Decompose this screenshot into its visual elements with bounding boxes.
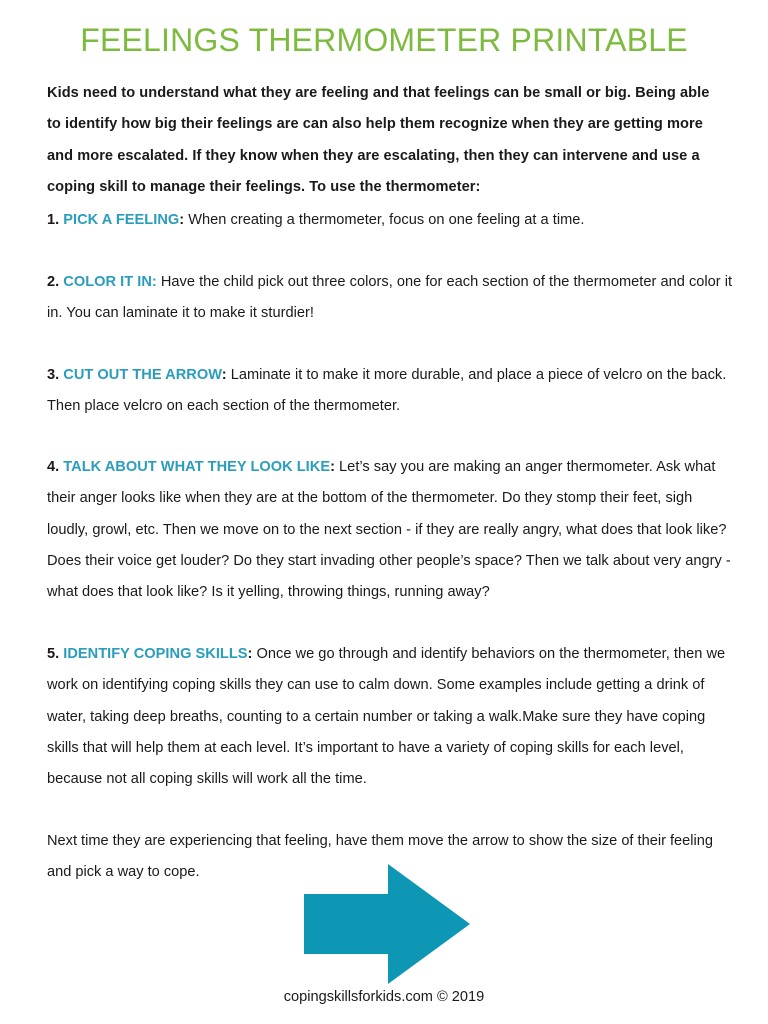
step-heading: IDENTIFY COPING SKILLS: [63, 646, 248, 662]
step-text: Let’s say you are making an anger thermometer. Ask what their anger looks like when they are at the bottom of the thermometer. Do they stomp their feet, sigh loudly, growl, etc. Then we move on to the next section - if they are really angry, what does that look like? Does their voice get louder? Do they start invading other people’s space? Then we talk about very angry - what does that look like? Is it yelling, throwing things, running away?: [47, 459, 731, 601]
step-3: [47, 360, 737, 423]
step-colon: :: [330, 459, 335, 475]
step-colon: :: [221, 367, 227, 383]
step-text: Once we go through and identify behaviors on the thermometer, then we work on identifying coping skills they can use to calm down. Some examples include getting a drink of water, taking deep breaths, counting to a certain number or taking a walk.Make sure they have coping skills that will help them at each level. It’s important to have a variety of coping skills for each level, because not all coping skills will work all the time.: [47, 646, 726, 788]
step-colon: :: [247, 646, 253, 662]
step-heading: PICK A FEELING: [63, 212, 180, 228]
step-heading: COLOR IT IN:: [63, 274, 157, 290]
step-text: Laminate it to make it more durable, and place a piece of velcro on the back. Then place velcro on each section of the thermometer.: [47, 367, 727, 415]
step-5: [47, 639, 737, 795]
step-2: [47, 267, 737, 330]
step-number: 4.: [47, 459, 60, 475]
step-1: [47, 205, 737, 236]
step-number: 5.: [47, 646, 60, 662]
footer-copyright: copingskillsforkids.com © 2019: [283, 989, 485, 1005]
page-title: FEELINGS THERMOMETER PRINTABLE: [80, 22, 688, 58]
step-colon: :: [179, 212, 185, 228]
step-heading: TALK ABOUT WHAT THEY LOOK LIKE: [63, 459, 331, 475]
intro-paragraph: Kids need to understand what they are feeling and that feelings can be small or big. Being able to identify how big their feelings are can also help them recognize when they are getting more and more escalated. If they know when they are escalating, then they can intervene and use a coping skill to manage their feelings. To use the thermometer:: [47, 85, 710, 195]
step-number: 3.: [47, 367, 60, 383]
step-heading: CUT OUT THE ARROW: [63, 367, 222, 383]
step-text: Have the child pick out three colors, one for each section of the thermometer and color it in. You can laminate it to make it sturdier!: [47, 274, 733, 322]
closing-paragraph: Next time they are experiencing that feeling, have them move the arrow to show the size of their feeling and pick a way to cope.: [47, 833, 713, 881]
step-number: 1.: [47, 212, 60, 228]
arrow-shape: [304, 864, 470, 984]
step-text: When creating a thermometer, focus on one feeling at a time.: [184, 212, 585, 228]
step-number: 2.: [47, 274, 60, 290]
step-4: [47, 452, 737, 608]
right-arrow-icon: [304, 864, 470, 984]
